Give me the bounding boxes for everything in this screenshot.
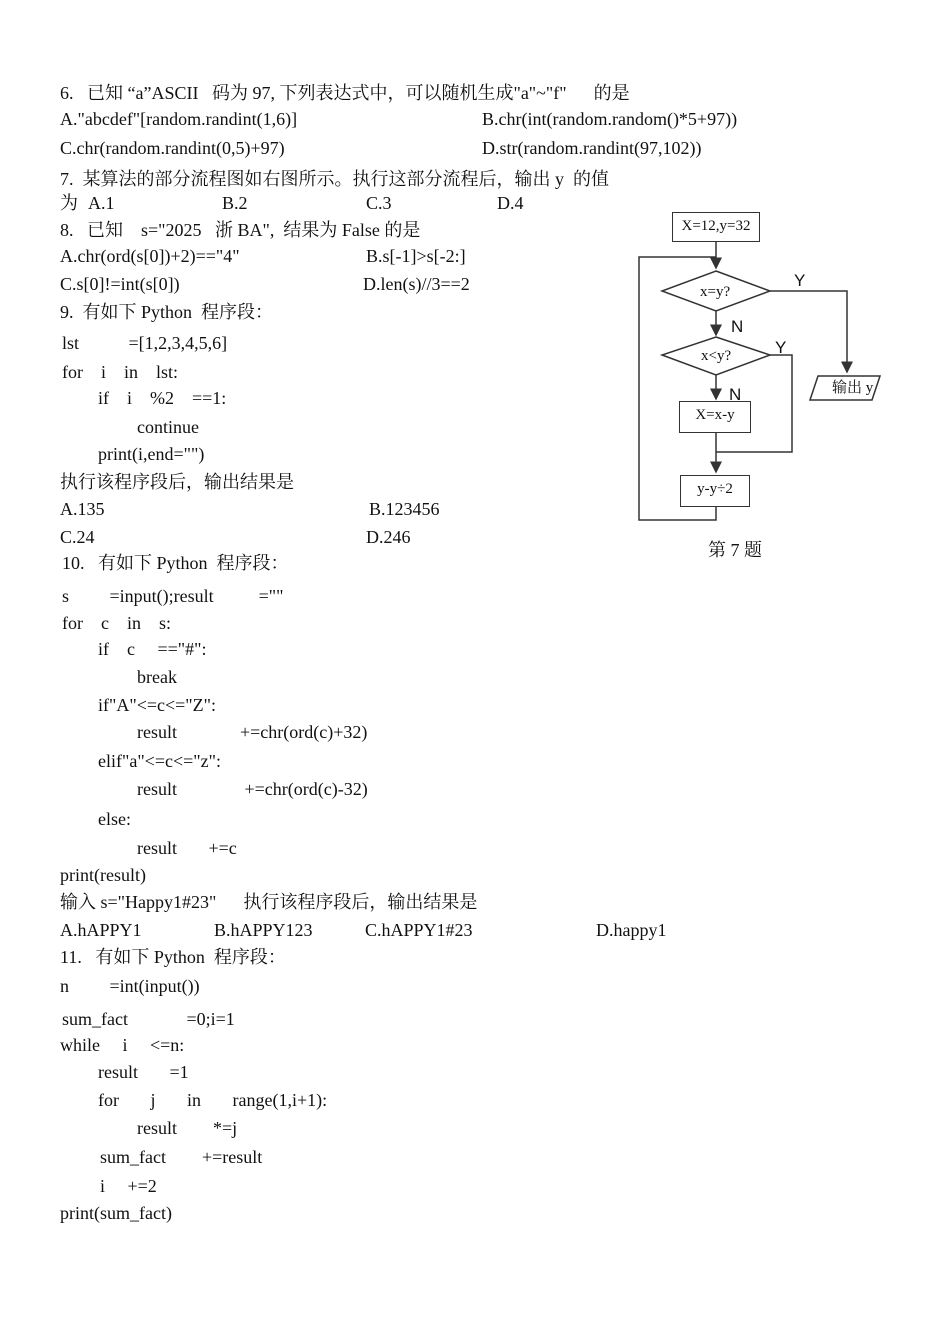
q9-question: 执行该程序段后，输出结果是 xyxy=(60,472,294,492)
decision-label-less: x<y? xyxy=(701,348,732,364)
q9-stem: 9. 有如下 Python 程序段： xyxy=(60,302,274,322)
q7-option-d: D.4 xyxy=(497,193,524,213)
q7-prefix: 为 xyxy=(60,193,78,213)
q10-code-line: elif"a"<=c<="z": xyxy=(98,751,221,771)
q11-code-line: print(sum_fact) xyxy=(60,1203,172,1223)
q9-code-line: continue xyxy=(137,417,199,437)
q9-option-c: C.24 xyxy=(60,527,95,547)
init-box: X=12,y=32 xyxy=(672,212,760,242)
flow-arrow-yes xyxy=(770,291,847,372)
q8-option-c: C.s[0]!=int(s[0]) xyxy=(60,274,180,294)
q10-code-line: break xyxy=(137,667,177,687)
q6-option-d: D.str(random.randint(97,102)) xyxy=(482,138,702,158)
q10-code-line: for c in s: xyxy=(62,613,171,633)
q9-option-b: B.123456 xyxy=(369,499,440,519)
q8-stem: 8. 已知 s="2025 浙 BA", 结果为 False 的是 xyxy=(60,220,421,240)
q8-option-a: A.chr(ord(s[0])+2)=="4" xyxy=(60,246,240,266)
q6-option-c: C.chr(random.randint(0,5)+97) xyxy=(60,138,285,158)
q11-code-line: i +=2 xyxy=(100,1176,157,1196)
q7-option-c: C.3 xyxy=(366,193,392,213)
q10-option-c: C.hAPPY1#23 xyxy=(365,920,473,940)
q10-code-line: if c =="#": xyxy=(98,639,207,659)
q10-code-line: result +=chr(ord(c)-32) xyxy=(137,779,368,799)
q10-option-d: D.happy1 xyxy=(596,920,667,940)
q9-code-line: lst =[1,2,3,4,5,6] xyxy=(62,333,228,353)
q9-code-line: if i %2 ==1: xyxy=(98,388,227,408)
q11-code-line: result *=j xyxy=(137,1118,238,1138)
q10-code-line: else: xyxy=(98,809,131,829)
q10-code-line: if"A"<=c<="Z": xyxy=(98,695,216,715)
q10-question: 输入 s="Happy1#23" 执行该程序段后，输出结果是 xyxy=(60,892,478,912)
q11-stem: 11. 有如下 Python 程序段： xyxy=(60,947,286,967)
branch-label-yes: Y xyxy=(775,338,787,357)
decision-label-equal: x=y? xyxy=(700,284,731,300)
process-box-subtract: X=x-y xyxy=(679,401,751,433)
q9-code-line: print(i,end="") xyxy=(98,444,205,464)
q11-code-line: sum_fact +=result xyxy=(100,1147,263,1167)
q7-option-a: A.1 xyxy=(88,193,115,213)
q11-code-line: result =1 xyxy=(98,1062,189,1082)
q6-stem: 6. 已知 “a”ASCII 码为 97, 下列表达式中，可以随机生成"a"~"f" 的是 xyxy=(60,83,630,103)
branch-label-yes: Y xyxy=(794,271,806,290)
q10-stem: 10. 有如下 Python 程序段： xyxy=(62,553,289,573)
q11-code-line: n =int(input()) xyxy=(60,976,200,996)
q9-option-a: A.135 xyxy=(60,499,105,519)
q6-option-b: B.chr(int(random.random()*5+97)) xyxy=(482,109,738,129)
q6-option-a: A."abcdef"[random.randint(1,6)] xyxy=(60,109,298,129)
q11-code-line: while i <=n: xyxy=(60,1035,185,1055)
q10-code-line: result +=chr(ord(c)+32) xyxy=(137,722,368,742)
branch-label-no: N xyxy=(729,385,742,404)
q7-stem: 7. 某算法的部分流程图如右图所示。执行这部分流程后，输出 y 的值 xyxy=(60,169,609,189)
q10-code-line: print(result) xyxy=(60,865,146,885)
q11-code-line: for j in range(1,i+1): xyxy=(98,1090,328,1110)
output-label: 输出 y xyxy=(832,380,874,396)
flowchart-caption: 第 7 题 xyxy=(708,540,762,560)
q7-option-b: B.2 xyxy=(222,193,248,213)
q10-option-a: A.hAPPY1 xyxy=(60,920,142,940)
q8-option-b: B.s[-1]>s[-2:] xyxy=(366,246,466,266)
q9-option-d: D.246 xyxy=(366,527,411,547)
q8-option-d: D.len(s)//3==2 xyxy=(363,274,470,294)
q10-code-line: s =input();result ="" xyxy=(62,586,284,606)
q9-code-line: for i in lst: xyxy=(62,362,178,382)
q10-code-line: result +=c xyxy=(137,838,237,858)
q11-code-line: sum_fact =0;i=1 xyxy=(62,1009,235,1029)
process-box-halve: y-y÷2 xyxy=(680,475,750,507)
branch-label-no: N xyxy=(731,317,744,336)
q10-option-b: B.hAPPY123 xyxy=(214,920,313,940)
